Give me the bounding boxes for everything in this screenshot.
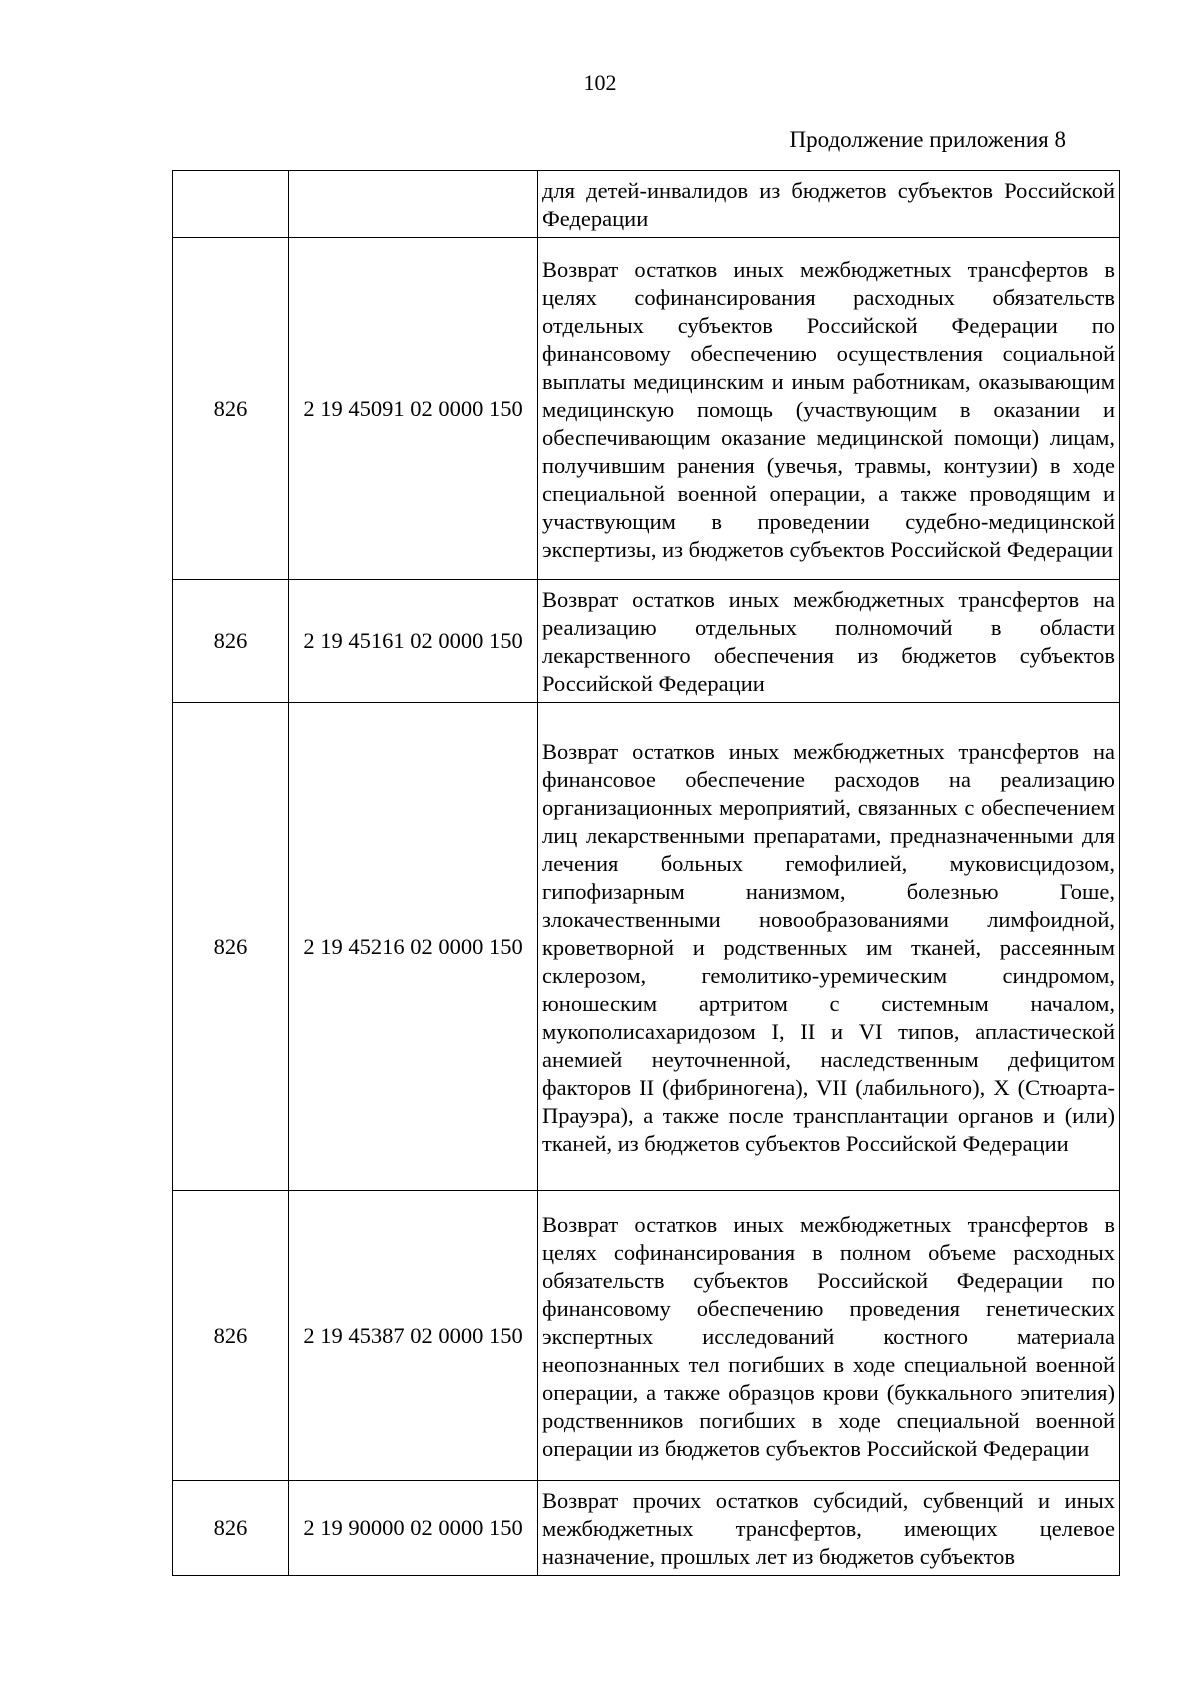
budget-code-cell: 2 19 90000 02 0000 150: [289, 1481, 538, 1576]
description-text: для детей-инвалидов из бюджетов субъектов Российской Федерации: [542, 178, 1115, 231]
description-cell: [538, 1481, 1120, 1576]
description-text: Возврат остатков иных межбюджетных трансфертов в целях софинансирования в полном объеме расходных обязательств субъектов Российской Федерации по финансовому обеспечению проведения генетических экспертных исследований костного материала неопознанных тел погибших в ходе специальной военной операции, а также образцов крови (буккального эпителия) родственников погибших в ходе специальной военной операции из бюджетов субъектов Российской Федерации: [542, 1211, 1115, 1461]
description-text: Возврат прочих остатков субсидий, субвенций и иных межбюджетных трансфертов, имеющих целевое назначение, прошлых лет из бюджетов субъектов: [542, 1488, 1115, 1569]
page-number: 102: [583, 70, 617, 95]
admin-code-cell: 826: [173, 238, 289, 580]
admin-code-cell: 826: [173, 580, 289, 703]
description-cell: [538, 171, 1120, 238]
description-cell: [538, 580, 1120, 703]
table-row: [173, 238, 1120, 580]
admin-code-cell: 826: [173, 703, 289, 1191]
description-cell: [538, 238, 1120, 580]
description-cell: [538, 703, 1120, 1191]
table-row: [173, 171, 1120, 238]
description-cell: [538, 1191, 1120, 1481]
budget-codes-table: [172, 170, 1120, 1576]
admin-code-cell: [173, 171, 289, 238]
budget-code-cell: 2 19 45091 02 0000 150: [289, 238, 538, 580]
table-row: [173, 1191, 1120, 1481]
budget-code-cell: 2 19 45216 02 0000 150: [289, 703, 538, 1191]
description-text: Возврат остатков иных межбюджетных трансфертов на финансовое обеспечение расходов на реализацию организационных мероприятий, связанных с обеспечением лиц лекарственными препаратами, предназначенными для лечения больных гемофилией, муковисцидозом, гипофизарным нанизмом, болезнью Гоше, злокачественными новообразованиями лимфоидной, кроветворной и родственных им тканей, рассеянным склерозом, гемолитико-уремическим синдромом, юношеским артритом с системным началом, мукополисахаридозом I, II и VI типов, апластической анемией неуточненной, наследственным дефицитом факторов II (фибриногена), VII (лабильного), X (Стюарта-Прауэра), а также после трансплантации органов и (или) тканей, из бюджетов субъектов Российской Федерации: [542, 738, 1115, 1156]
table-row: [173, 703, 1120, 1191]
description-text: Возврат остатков иных межбюджетных трансфертов на реализацию отдельных полномочий в области лекарственного обеспечения из бюджетов субъектов Российской Федерации: [542, 587, 1115, 696]
admin-code-cell: 826: [173, 1191, 289, 1481]
description-text: Возврат остатков иных межбюджетных трансфертов в целях софинансирования расходных обязательств отдельных субъектов Российской Федерации по финансовому обеспечению осуществления социальной выплаты медицинским и иным работникам, оказывающим медицинскую помощь (участвующим в оказании и обеспечивающим оказание медицинской помощи) лицам, получившим ранения (увечья, травмы, контузии) в ходе специальной военной операции, а также проводящим и участвующим в проведении судебно-медицинской экспертизы, из бюджетов субъектов Российской Федерации: [542, 256, 1115, 562]
table-row: [173, 1481, 1120, 1576]
table-row: [173, 580, 1120, 703]
appendix-caption: Продолжение приложения 8: [789, 127, 1066, 152]
budget-code-cell: 2 19 45387 02 0000 150: [289, 1191, 538, 1481]
budget-code-cell: 2 19 45161 02 0000 150: [289, 580, 538, 703]
budget-code-cell: [289, 171, 538, 238]
admin-code-cell: 826: [173, 1481, 289, 1576]
